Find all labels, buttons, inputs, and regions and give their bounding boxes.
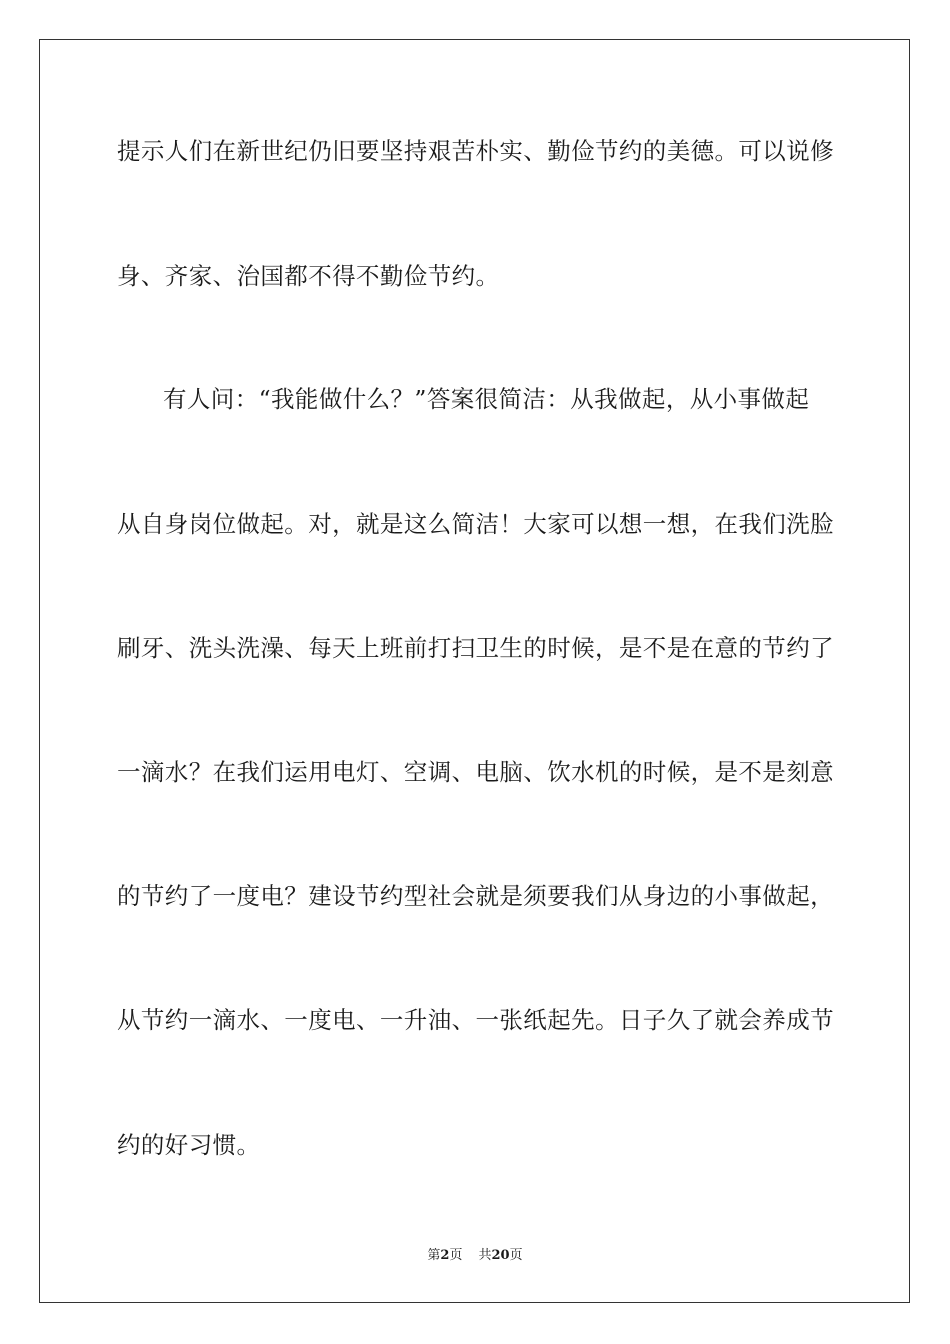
paragraph-line-4: 从自身岗位做起。对，就是这么简洁！大家可以想一想，在我们洗脸 <box>117 510 834 538</box>
total-suffix: 页 <box>509 1248 523 1263</box>
total-pages: 20 <box>491 1248 510 1263</box>
total-prefix: 共 <box>478 1248 492 1263</box>
paragraph-line-7: 的节约了一度电？建设节约型社会就是须要我们从身边的小事做起， <box>117 882 834 910</box>
page-footer <box>0 1247 950 1265</box>
paragraph-line-1: 提示人们在新世纪仍旧要坚持艰苦朴实、勤俭节约的美德。可以说修 <box>117 137 834 165</box>
paragraph-line-8: 从节约一滴水、一度电、一升油、一张纸起先。日子久了就会养成节 <box>117 1006 834 1034</box>
page-border <box>39 39 910 1303</box>
paragraph-line-6: 一滴水？在我们运用电灯、空调、电脑、饮水机的时候，是不是刻意 <box>117 758 834 786</box>
paragraph-line-5: 刷牙、洗头洗澡、每天上班前打扫卫生的时候，是不是在意的节约了 <box>117 634 834 662</box>
paragraph-line-9: 约的好习惯。 <box>117 1131 261 1159</box>
page-suffix: 页 <box>449 1248 463 1263</box>
page-prefix: 第 <box>427 1248 441 1263</box>
paragraph-line-3: 有人问：“我能做什么？”答案很简洁：从我做起，从小事做起 <box>163 385 810 413</box>
page-number: 2 <box>440 1248 450 1263</box>
paragraph-line-2: 身、齐家、治国都不得不勤俭节约。 <box>117 262 500 290</box>
